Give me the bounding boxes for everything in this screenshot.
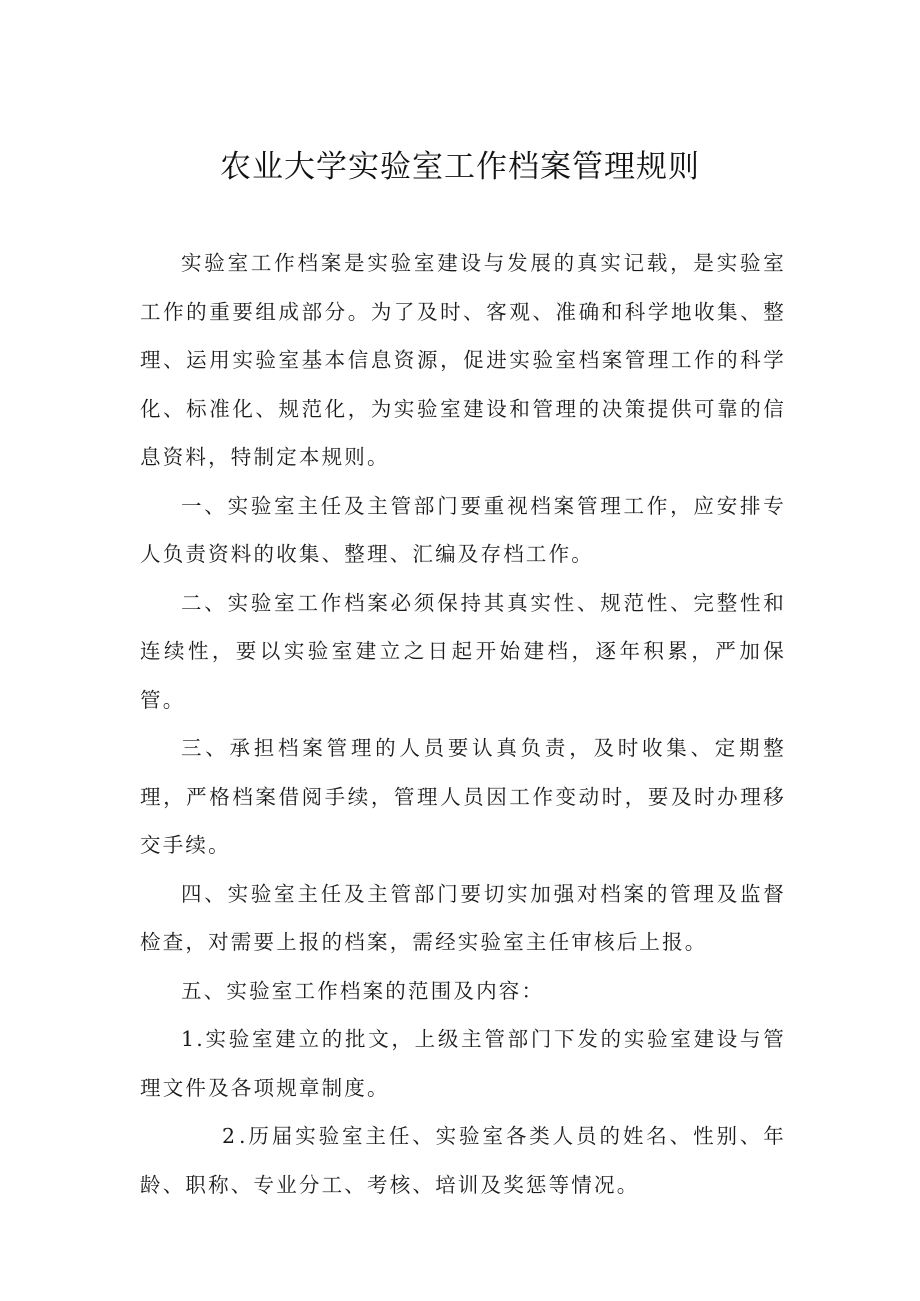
- document-body: [140, 239, 786, 1209]
- item-2-text: .历届实验室主任、实验室各类人员的姓名、性别、年龄、职称、专业分工、考核、培训及奖惩等情况。: [140, 1124, 786, 1197]
- item-2-number: 2: [222, 1124, 236, 1148]
- paragraph-rule-5: 五、实验室工作档案的范围及内容：: [181, 978, 545, 1003]
- paragraph-item-1: 1.实验室建立的批文，上级主管部门下发的实验室建设与管理文件及各项规章制度。: [140, 1027, 786, 1100]
- paragraph-rule-2: 二、实验室工作档案必须保持其真实性、规范性、完整性和连续性，要以实验室建立之日起开始建档，逐年积累，严加保管。: [140, 590, 786, 712]
- paragraph-rule-4: 四、实验室主任及主管部门要切实加强对档案的管理及监督检查，对需要上报的档案，需经实验室主任审核后上报。: [140, 881, 786, 954]
- document-title: 农业大学实验室工作档案管理规则: [220, 149, 700, 185]
- paragraph-rule-1: 一、实验室主任及主管部门要重视档案管理工作，应安排专人负责资料的收集、整理、汇编及存档工作。: [140, 493, 786, 566]
- paragraph-item-2: [140, 1112, 786, 1209]
- paragraph-intro: 实验室工作档案是实验室建设与发展的真实记载，是实验室工作的重要组成部分。为了及时、客观、准确和科学地收集、整理、运用实验室基本信息资源，促进实验室档案管理工作的科学化、标准化、规范化，为实验室建设和管理的决策提供可靠的信息资料，特制定本规则。: [140, 251, 786, 469]
- paragraph-rule-3: 三、承担档案管理的人员要认真负责，及时收集、定期整理，严格档案借阅手续，管理人员因工作变动时，要及时办理移交手续。: [140, 736, 786, 857]
